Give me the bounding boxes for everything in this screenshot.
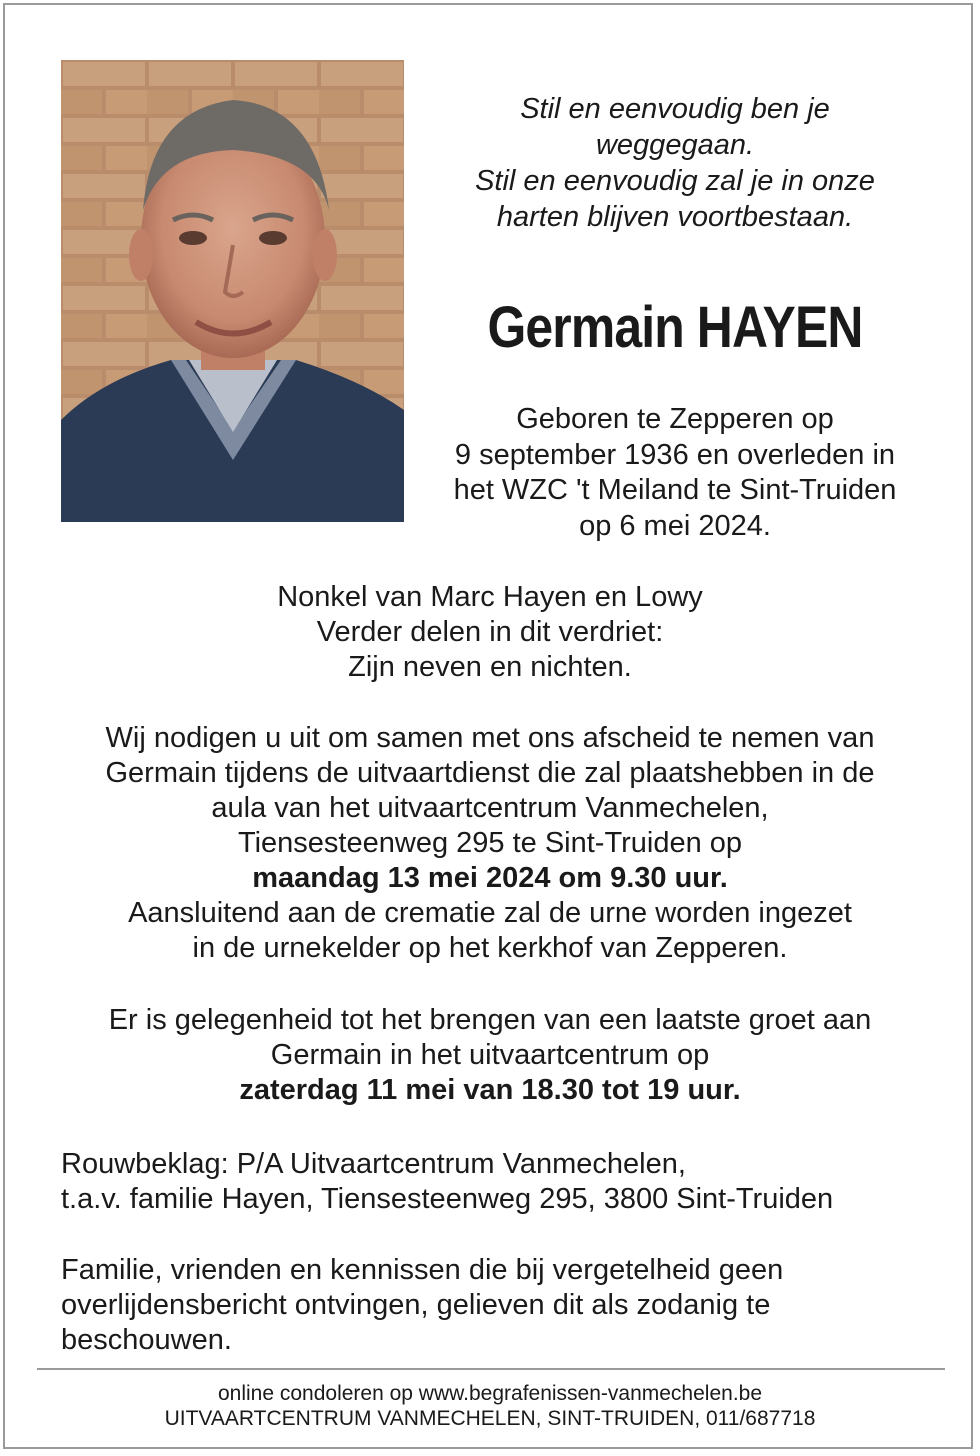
footer bbox=[5, 1381, 975, 1431]
family-line: Nonkel van Marc Hayen en Lowy bbox=[277, 581, 703, 613]
funeral-invitation bbox=[5, 721, 975, 966]
online-condolence-link[interactable]: online condoleren op www.begrafenissen-vanmechelen.be bbox=[217, 1382, 763, 1405]
company-info: UITVAARTCENTRUM VANMECHELEN, SINT-TRUIDEN, 011/687718 bbox=[164, 1407, 816, 1430]
funeral-date: maandag 13 mei 2024 om 9.30 uur. bbox=[252, 862, 728, 894]
notice-line: overlijdensbericht ontvingen, gelieven dit als zodanig te bbox=[61, 1289, 771, 1321]
farewell-date: zaterdag 11 mei van 18.30 tot 19 uur. bbox=[239, 1074, 741, 1106]
notice-line: beschouwen. bbox=[61, 1324, 232, 1356]
obituary-card bbox=[3, 3, 973, 1449]
invitation-line: Wij nodigen u uit om samen met ons afscheid te nemen van bbox=[105, 722, 875, 754]
invitation-line: Germain tijdens de uitvaartdienst die zal plaatshebben in de bbox=[105, 757, 875, 789]
portrait-photo bbox=[61, 60, 404, 522]
poem-line: Stil en eenvoudig ben je bbox=[520, 93, 830, 125]
deceased-name: Germain HAYEN bbox=[487, 295, 863, 360]
notice-section bbox=[61, 1253, 941, 1358]
family-line: Zijn neven en nichten. bbox=[348, 651, 632, 683]
family-section bbox=[5, 580, 975, 685]
family-line: Verder delen in dit verdriet: bbox=[316, 616, 664, 648]
farewell-section bbox=[5, 1003, 975, 1108]
footer-divider bbox=[37, 1368, 945, 1370]
invitation-line: aula van het uitvaartcentrum Vanmechelen, bbox=[211, 792, 769, 824]
invitation-line: Aansluitend aan de crematie zal de urne worden ingezet bbox=[128, 897, 852, 929]
poem-line: Stil en eenvoudig zal je in onze bbox=[475, 165, 875, 197]
birth-line: het WZC 't Meiland te Sint-Truiden bbox=[453, 474, 897, 506]
invitation-line: Tiensesteenweg 295 te Sint-Truiden op bbox=[237, 827, 743, 859]
farewell-line: Er is gelegenheid tot het brengen van een laatste groet aan bbox=[108, 1004, 872, 1036]
birth-line: 9 september 1936 en overleden in bbox=[454, 438, 896, 471]
birth-death-info bbox=[425, 402, 925, 544]
condolence-address bbox=[61, 1147, 941, 1217]
memorial-poem bbox=[425, 91, 925, 235]
notice-line: Familie, vrienden en kennissen die bij vergetelheid geen bbox=[61, 1254, 784, 1286]
poem-line: weggegaan. bbox=[595, 129, 755, 161]
invitation-line: in de urnekelder op het kerkhof van Zepperen. bbox=[192, 932, 788, 964]
poem-line: harten blijven voortbestaan. bbox=[496, 201, 854, 233]
birth-line: op 6 mei 2024. bbox=[579, 509, 771, 542]
farewell-line: Germain in het uitvaartcentrum op bbox=[270, 1039, 710, 1071]
address-line: t.a.v. familie Hayen, Tiensesteenweg 295, 3800 Sint-Truiden bbox=[61, 1183, 834, 1215]
portrait-image bbox=[61, 60, 404, 522]
address-line: Rouwbeklag: P/A Uitvaartcentrum Vanmechelen, bbox=[61, 1148, 686, 1180]
birth-line: Geboren te Zepperen op bbox=[516, 403, 834, 435]
